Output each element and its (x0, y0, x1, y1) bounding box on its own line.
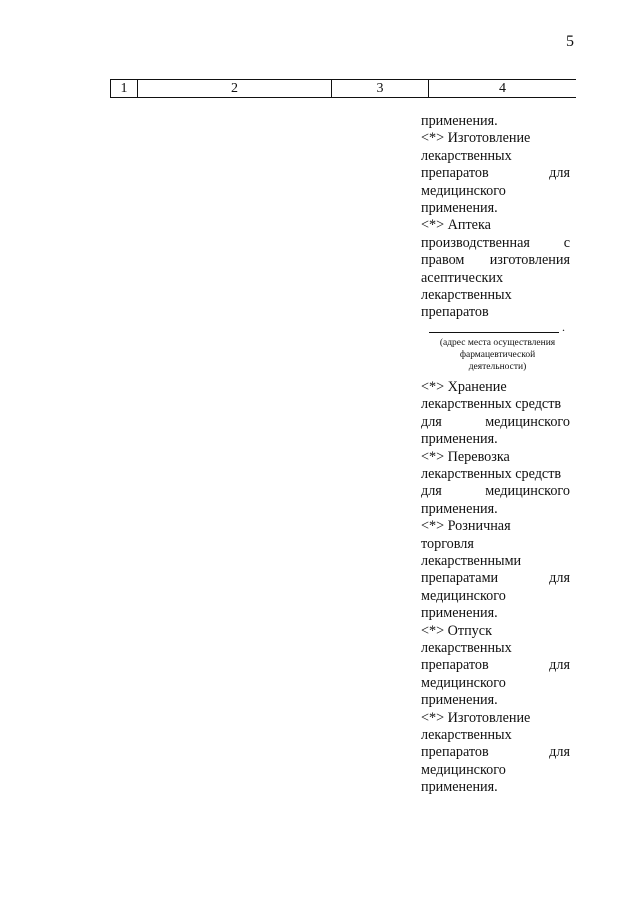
justified-line (421, 483, 570, 500)
line-word: правом (421, 252, 465, 269)
activity-entry (421, 379, 570, 449)
text-line: препаратов (421, 304, 489, 321)
text-line: лекарственных средств (421, 465, 562, 482)
text-line: применения. (421, 200, 498, 217)
text-line: <*> Хранение (421, 378, 507, 395)
justified-line (421, 657, 570, 674)
line-word: для (549, 165, 570, 182)
column-header-3: 3 (331, 80, 428, 97)
text-line: применения. (421, 500, 498, 517)
text-line: лекарственных (421, 287, 512, 304)
line-word: медицинского (485, 483, 570, 500)
line-word: медицинского (485, 413, 570, 430)
text-line: лекарственных (421, 147, 512, 164)
text-line: применения. (421, 779, 498, 796)
justified-line (421, 744, 570, 761)
line-word: препаратов (421, 744, 489, 761)
text-line: <*> Перевозка (421, 448, 510, 465)
line-word: препаратов (421, 657, 489, 674)
text-line: <*> Изготовление (421, 130, 531, 147)
activity-entry (421, 623, 570, 710)
activity-entry (421, 710, 570, 797)
line-word: для (421, 483, 442, 500)
address-placeholder (425, 332, 570, 373)
column-4-content (421, 113, 570, 797)
line-word: производственная (421, 234, 530, 251)
text-line: асептических (421, 269, 504, 286)
line-word: с (563, 234, 570, 251)
activity-entry (421, 217, 570, 321)
text-line: применения. (421, 605, 498, 622)
line-word: препаратов (421, 165, 489, 182)
line-word: для (549, 570, 570, 587)
text-line: медицинского (421, 182, 506, 199)
text-line: применения. (421, 113, 498, 129)
activity-entry (421, 449, 570, 519)
justified-line (421, 165, 570, 182)
text-line: <*> Розничная (421, 518, 511, 535)
line-word: для (421, 413, 442, 430)
line-word: препаратами (421, 570, 499, 587)
column-header-2: 2 (137, 80, 331, 97)
text-line: медицинского (421, 674, 506, 691)
activity-list-top (421, 113, 570, 322)
text-line: применения. (421, 431, 498, 448)
line-word: изготовления (489, 252, 570, 269)
column-header-1: 1 (110, 80, 137, 97)
text-line: медицинского (421, 761, 506, 778)
justified-line (421, 414, 570, 431)
justified-line (421, 235, 570, 252)
text-line: <*> Изготовление (421, 709, 531, 726)
address-caption-line: фармацевтической (459, 349, 536, 360)
line-word: для (549, 657, 570, 674)
activity-entry (421, 518, 570, 622)
text-line: медицинского (421, 587, 506, 604)
address-caption (425, 337, 570, 373)
text-line: применения. (421, 692, 498, 709)
justified-line (421, 570, 570, 587)
table-header-row (110, 79, 576, 98)
address-caption-line: деятельности) (468, 361, 527, 372)
text-line: торговля (421, 535, 474, 552)
text-line: лекарственных (421, 639, 512, 656)
line-word: для (549, 744, 570, 761)
justified-line (421, 252, 570, 269)
text-line: лекарственных (421, 727, 512, 743)
text-line: <*> Аптека (421, 217, 491, 234)
column-header-4: 4 (428, 80, 576, 97)
address-blank-line (429, 332, 559, 333)
page-number: 5 (566, 33, 574, 50)
text-line: <*> Отпуск (421, 622, 492, 639)
activity-list-bottom (421, 379, 570, 797)
activity-entry (421, 113, 570, 217)
text-line: лекарственных средств (421, 396, 562, 413)
address-caption-line: (адрес места осуществления (439, 337, 556, 348)
text-line: лекарственными (421, 552, 522, 569)
